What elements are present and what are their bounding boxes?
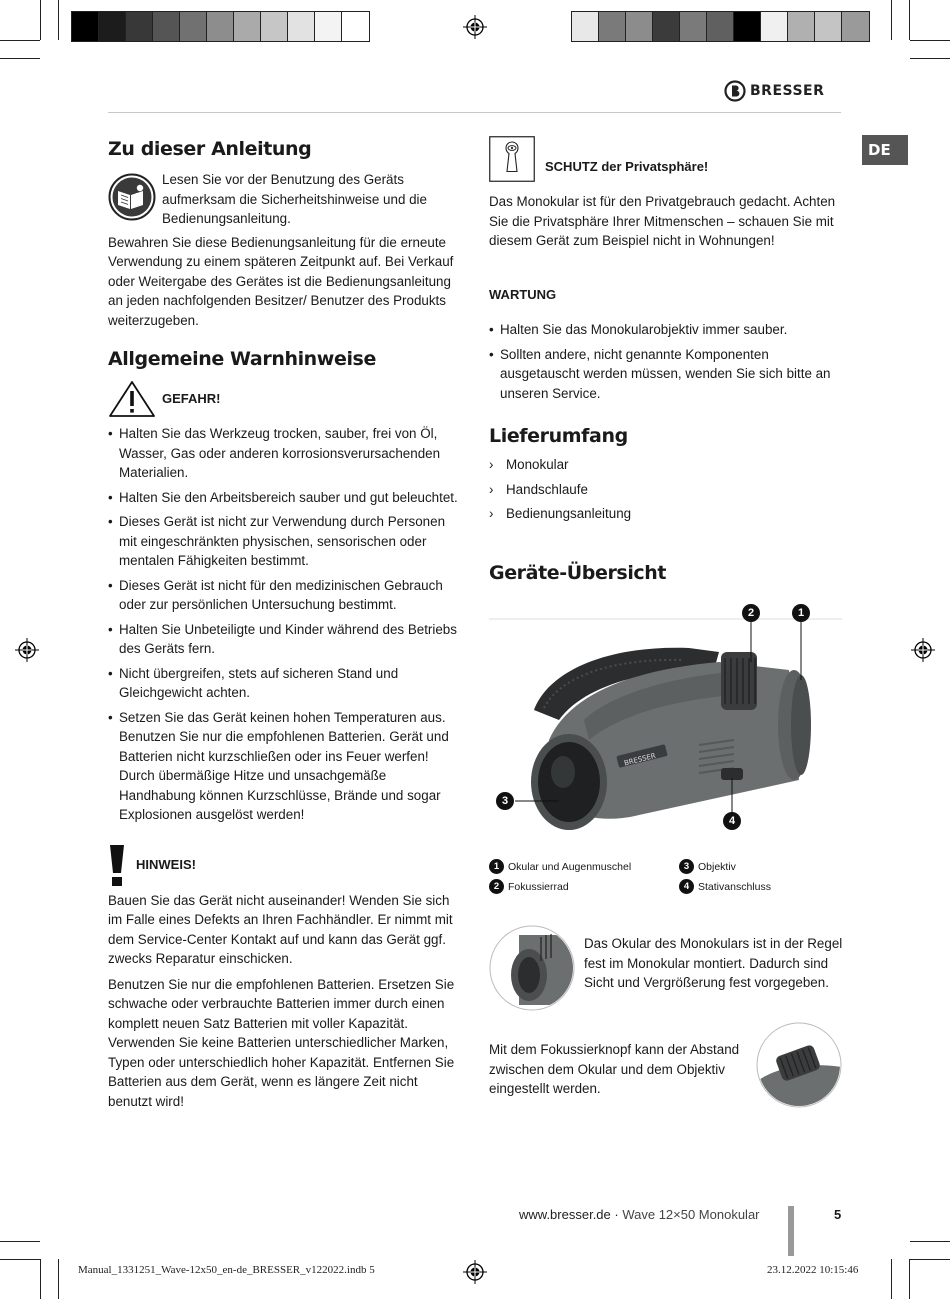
monocular-image — [489, 600, 842, 840]
overview-heading: Geräte-Übersicht — [489, 561, 667, 584]
bresser-logo-icon — [724, 80, 746, 102]
warnings-heading: Allgemeine Warnhinweise — [108, 348, 376, 370]
list-item: • Sollten andere, nicht genannte Komponenten ausgetauscht werden müssen, wenden Sie sich bitte an unseren Service. — [489, 345, 842, 404]
overview-legend — [489, 859, 842, 894]
list-item: › Bedienungsanleitung — [489, 504, 842, 524]
grayscale-swatches-left — [71, 11, 370, 42]
left-column — [108, 136, 463, 1117]
list-item: • Setzen Sie das Gerät keinen hohen Temperaturen aus. Benutzen Sie nur die empfohlenen Batterien. Gerät und Batterien nicht kurzschließen oder ins Feuer werfen! Durch übermäßige Hitze und unsachgemäße Handhabung können Kurzschlüsse, Brände und sogar Explosionen ausgelöst werden! — [108, 708, 463, 825]
footer-model: Wave 12×50 Monokular — [622, 1207, 760, 1222]
privacy-label-block — [489, 136, 842, 182]
footer-separator: · — [610, 1207, 623, 1222]
language-tab: DE — [862, 135, 908, 165]
legend-item: 1 Okular und Augenmuschel — [489, 859, 679, 874]
callout-4: 4 — [723, 812, 741, 830]
list-item: • Halten Sie den Arbeitsbereich sauber und gut beleuchtet. — [108, 488, 463, 508]
callout-2: 2 — [742, 604, 760, 622]
about-heading: Zu dieser Anleitung — [108, 138, 312, 160]
notice-label-block — [108, 843, 463, 887]
list-item: • Halten Sie das Monokularobjektiv immer sauber. — [489, 320, 842, 340]
privacy-keyhole-icon — [489, 136, 535, 182]
registration-mark-icon — [463, 15, 487, 39]
danger-label: GEFAHR! — [162, 391, 221, 407]
focus-knob-thumbnail — [756, 1022, 842, 1108]
about-body: Bewahren Sie diese Bedienungsanleitung für die erneute Verwendung zu einem späteren Zeitpunkt auf. Bei Verkauf oder Weitergabe des Gerätes ist die Bedienungsanleitung an jeden nachfolgenden Besitzer/ Benutzer des Produkts weiterzugeben. — [108, 234, 454, 328]
read-manual-block — [108, 170, 463, 229]
footer-text — [519, 1207, 760, 1222]
footer-url[interactable]: www.bresser.de — [519, 1207, 611, 1222]
slug-filename: Manual_1331251_Wave-12x50_en-de_BRESSER_v122022.indb 5 — [78, 1264, 375, 1276]
brand-name: BRESSER — [750, 83, 825, 99]
privacy-body: Das Monokular ist für den Privatgebrauch gedacht. Achten Sie die Privatsphäre Ihrer Mitmenschen – schauen Sie mit diesem Gerät zum Beispiel nicht in Wohnungen! — [489, 194, 836, 248]
notice-label: HINWEIS! — [136, 856, 196, 872]
read-manual-text: Lesen Sie vor der Benutzung des Geräts aufmerksam die Sicherheitshinweise und die Bedienungsanleitung. — [162, 172, 427, 226]
slug-timestamp: 23.12.2022 10:15:46 — [767, 1264, 859, 1276]
list-item: • Halten Sie das Werkzeug trocken, sauber, frei von Öl, Wasser, Gas oder anderen korrosionsverursachenden Materialien. — [108, 424, 463, 483]
page-number: 5 — [834, 1207, 842, 1222]
legend-item: 4 Stativanschluss — [679, 879, 839, 894]
list-item: • Nicht übergreifen, stets auf sicheren Stand und Gleichgewicht achten. — [108, 664, 463, 703]
warnings-list — [108, 424, 463, 825]
focus-note: Mit dem Fokussierknopf kann der Abstand zwischen dem Okular und dem Objektiv eingestellt werden. — [489, 1042, 740, 1096]
maintenance-list — [489, 320, 842, 403]
device-logo-text: BRESSER — [623, 751, 657, 768]
danger-label-block — [108, 380, 463, 418]
registration-mark-icon — [463, 1260, 487, 1284]
callout-3: 3 — [496, 792, 514, 810]
list-item: • Dieses Gerät ist nicht für den medizinischen Gebrauch oder zur persönlichen Untersuchung bestimmt. — [108, 576, 463, 615]
brand-logo — [724, 80, 824, 102]
scope-heading: Lieferumfang — [489, 425, 628, 447]
grayscale-swatches-right — [571, 11, 870, 42]
eyepiece-note: Das Okular des Monokulars ist in der Regel fest im Monokular montiert. Dadurch sind Sicht und Vergrößerung fest vorgegeben. — [584, 936, 843, 990]
legend-item: 3 Objektiv — [679, 859, 839, 874]
header-divider — [108, 112, 841, 113]
list-item: › Monokular — [489, 455, 842, 475]
scope-list — [489, 455, 842, 524]
list-item: • Dieses Gerät ist nicht zur Verwendung durch Personen mit eingeschränkten physischen, sensorischen oder mentalen Fähigkeiten bestimmt. — [108, 512, 463, 571]
footer-divider — [788, 1206, 794, 1256]
legend-item: 2 Fokussierrad — [489, 879, 679, 894]
list-item: › Handschlaufe — [489, 480, 842, 500]
warning-triangle-icon — [108, 380, 156, 418]
callout-1: 1 — [792, 604, 810, 622]
registration-mark-icon — [911, 638, 935, 662]
read-manual-icon — [108, 173, 156, 221]
right-column — [489, 136, 842, 586]
list-item: • Halten Sie Unbeteiligte und Kinder während des Betriebs des Geräts fern. — [108, 620, 463, 659]
device-illustration — [489, 600, 842, 840]
exclamation-icon — [108, 843, 126, 887]
notice-paragraph: Bauen Sie das Gerät nicht auseinander! Wenden Sie sich im Falle eines Defekts an Ihren Fachhändler. Er nimmt mit dem Service-Center Kontakt auf und kann das Gerät ggf. zwecks Reparatur einschicken. — [108, 892, 453, 966]
privacy-label: SCHUTZ der Privatsphäre! — [545, 158, 709, 174]
eyepiece-thumbnail — [489, 925, 575, 1011]
notice-paragraph: Benutzen Sie nur die empfohlenen Batterien. Ersetzen Sie schwache oder verbrauchte Batterien immer durch einen komplett neuen Satz Batterien mit voller Kapazität. Verwenden Sie keine Batterien unterschiedlicher Marken, Typen oder unterschiedlich hoher Kapazität. Entfernen Sie Batterien aus dem Gerät, wenn es längere Zeit nicht benutzt wird! — [108, 976, 455, 1109]
maintenance-heading: WARTUNG — [489, 286, 557, 302]
registration-mark-icon — [15, 638, 39, 662]
